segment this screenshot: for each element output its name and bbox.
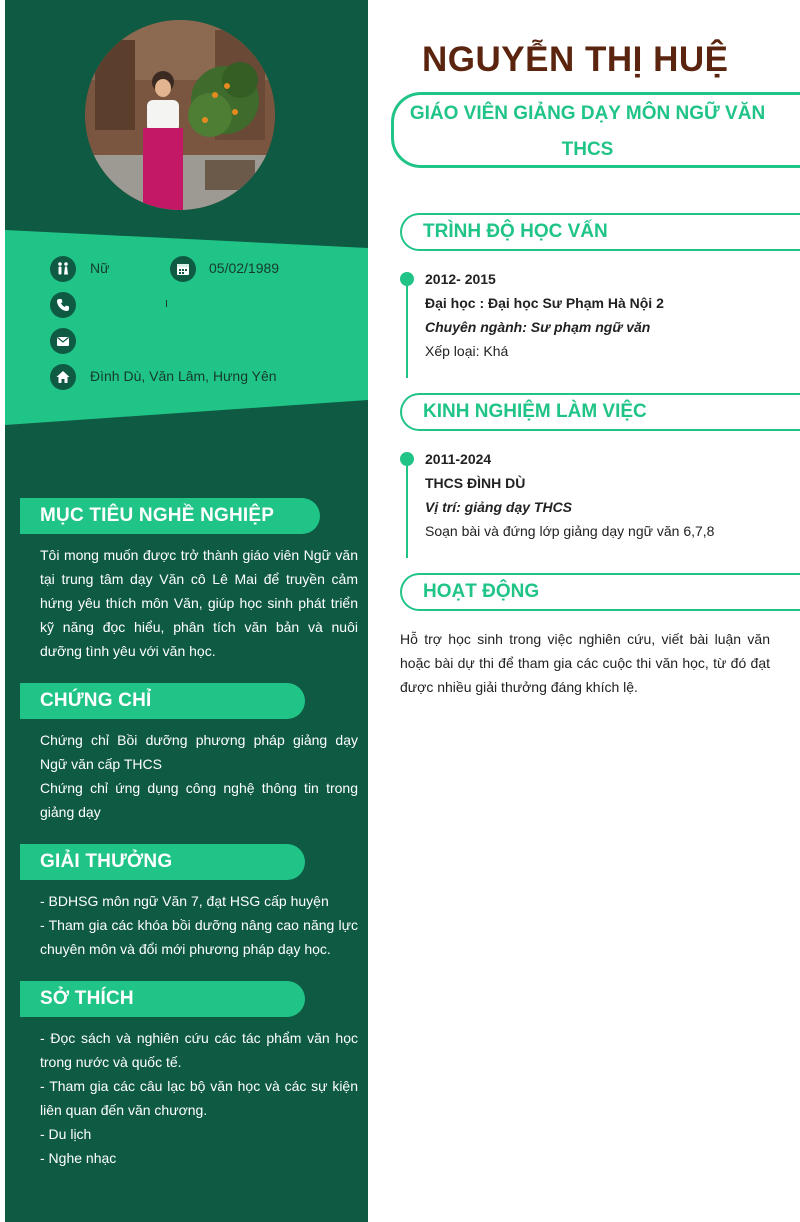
certificate-item: Chứng chỉ Bồi dưỡng phương pháp giảng dạy Ngữ văn cấp THCS <box>40 732 358 772</box>
education-school: Đại học : Đại học Sư Phạm Hà Nội 2 <box>425 295 664 311</box>
experience-company: THCS ĐÌNH DÙ <box>425 475 526 491</box>
objective-paragraph: Tôi mong muốn được trở thành giáo viên Ngữ văn tại trung tâm dạy Văn cô Lê Mai để truyền cảm hứng yêu thích môn Văn, giúp học sinh phát triển kỹ năng đọc hiểu, phân tích văn bản và nuôi dưỡng tình yêu với văn học. <box>40 547 358 659</box>
gender-value: Nữ <box>90 260 110 276</box>
certificates-heading: CHỨNG CHỈ <box>20 683 305 719</box>
activities-heading: HOẠT ĐỘNG <box>400 573 800 611</box>
experience-position: Vị trí: giảng dạy THCS <box>425 499 573 515</box>
experience-heading: KINH NGHIỆM LÀM VIỆC <box>400 393 800 431</box>
hobbies-heading: SỞ THÍCH <box>20 981 305 1017</box>
experience-period: 2011-2024 <box>425 451 492 467</box>
text-cursor <box>166 300 167 307</box>
sidebar <box>5 0 368 1222</box>
experience-description: Soạn bài và đứng lớp giảng dạy ngữ văn 6,7,8 <box>425 523 715 539</box>
hobby-item: - Nghe nhạc <box>40 1150 117 1166</box>
award-item: - BDHSG môn ngữ Văn 7, đạt HSG cấp huyện <box>40 893 329 909</box>
award-item: - Tham gia các khóa bồi dưỡng nâng cao năng lực chuyên môn và đổi mới phương pháp dạy học. <box>40 917 358 957</box>
activities-text: Hỗ trợ học sinh trong việc nghiên cứu, viết bài luận văn hoặc bài dự thi để tham gia các cuộc thi văn học, từ đó đạt được nhiều giải thưởng đáng khích lệ. <box>400 631 770 695</box>
awards-heading: GIẢI THƯỞNG <box>20 844 305 880</box>
timeline-line <box>406 464 408 558</box>
gender-icon <box>50 256 76 282</box>
home-icon <box>50 364 76 390</box>
hobby-item: - Đọc sách và nghiên cứu các tác phẩm văn học trong nước và quốc tế. <box>40 1030 358 1070</box>
timeline-line <box>406 284 408 378</box>
calendar-icon <box>170 256 196 282</box>
education-heading: TRÌNH ĐỘ HỌC VẤN <box>400 213 800 251</box>
full-name: NGUYỄN THỊ HUỆ <box>422 40 729 79</box>
job-title: GIÁO VIÊN GIẢNG DẠY MÔN NGỮ VĂN THCS <box>409 103 766 160</box>
profile-photo <box>85 20 275 210</box>
address-value: Đình Dù, Văn Lâm, Hưng Yên <box>90 368 277 384</box>
education-entry <box>425 267 664 363</box>
certificates-list <box>40 728 358 824</box>
hobbies-list <box>40 1026 358 1170</box>
awards-list <box>40 889 358 961</box>
hobby-item: - Du lịch <box>40 1126 92 1142</box>
education-grade: Xếp loại: Khá <box>425 343 509 359</box>
phone-icon <box>50 292 76 318</box>
objective-text <box>40 543 358 663</box>
experience-entry <box>425 447 714 543</box>
contact-info <box>5 230 368 425</box>
certificate-item: Chứng chỉ ứng dụng công nghệ thông tin trong giảng dạy <box>40 780 358 820</box>
hobby-item: - Tham gia các câu lạc bộ văn học và các sự kiện liên quan đến văn chương. <box>40 1078 358 1118</box>
education-major: Chuyên ngành: Sư phạm ngữ văn <box>425 319 651 335</box>
education-period: 2012- 2015 <box>425 271 496 287</box>
objective-heading: MỤC TIÊU NGHỀ NGHIỆP <box>20 498 320 534</box>
birthdate-value: 05/02/1989 <box>209 260 280 276</box>
email-icon <box>50 328 76 354</box>
